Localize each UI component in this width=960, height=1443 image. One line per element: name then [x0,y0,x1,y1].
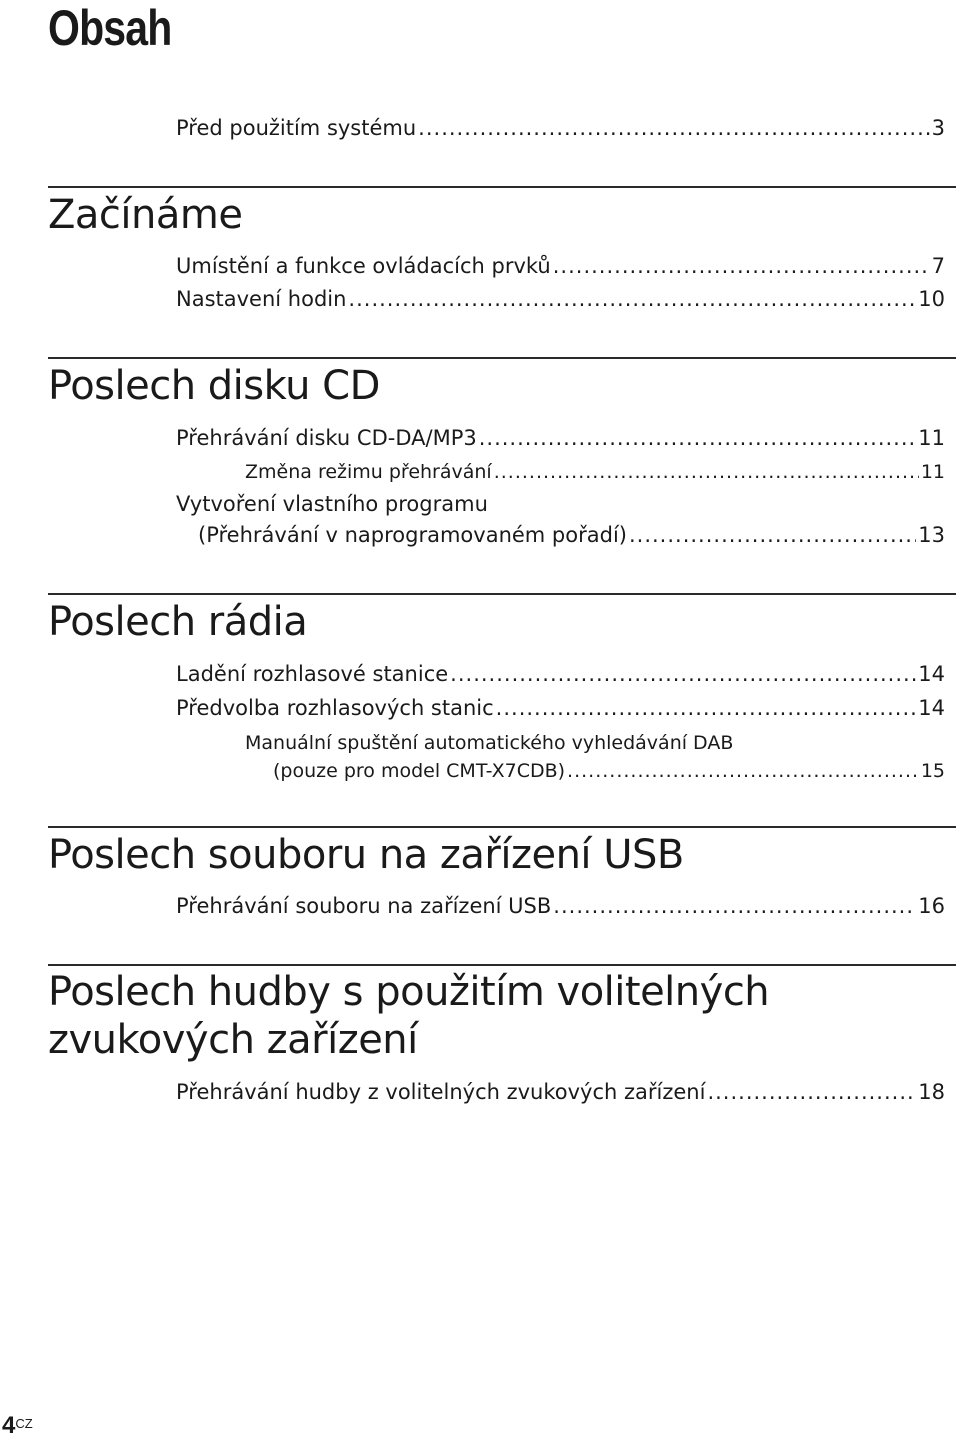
toc-entry-text[interactable]: Manuální spuštění automatického vyhledávání DAB [245,732,734,754]
section-divider [48,826,956,828]
toc-entry[interactable] [176,113,945,143]
language-code: CZ [15,1416,33,1431]
toc-page-number: 11 [920,461,945,483]
section-heading: zvukových zařízení [48,1017,418,1063]
toc-page-number: 16 [918,894,945,918]
toc-entry-text: Předvolba rozhlasových stanic [176,696,494,720]
toc-entry[interactable] [273,756,945,786]
dot-leader [707,1077,916,1107]
toc-entry[interactable] [198,520,945,550]
toc-entry[interactable] [176,1077,945,1107]
page-number: 4 [2,1412,16,1439]
toc-entry[interactable] [176,423,945,453]
section-divider [48,593,956,595]
toc-entry-text: (Přehrávání v naprogramovaném pořadí) [198,523,627,547]
toc-entry-text: Před použitím systému [176,116,417,140]
dot-leader [496,693,917,723]
toc-entry[interactable] [176,891,945,921]
toc-entry-text[interactable]: Vytvoření vlastního programu [176,492,488,516]
toc-entry-text: Umístění a funkce ovládacích prvků [176,254,551,278]
section-heading: Poslech souboru na zařízení USB [48,832,684,878]
dot-leader [629,520,916,550]
toc-page-number: 15 [920,760,945,782]
toc-entry[interactable] [176,659,945,689]
dot-leader [494,457,919,487]
page-title: Obsah [48,0,172,56]
section-heading: Poslech disku CD [48,363,380,409]
section-divider [48,964,956,966]
toc-entry-text: Změna režimu přehrávání [245,461,492,483]
toc-page-number: 14 [918,662,945,686]
toc-page-number: 14 [918,696,945,720]
toc-page-number: 10 [918,287,945,311]
section-heading: Poslech rádia [48,599,308,645]
toc-entry[interactable] [176,693,945,723]
dot-leader [418,113,929,143]
dot-leader [553,251,930,281]
section-divider [48,357,956,359]
dot-leader [450,659,916,689]
toc-entry-text: Přehrávání souboru na zařízení USB [176,894,552,918]
toc-entry-text: Přehrávání hudby z volitelných zvukových zařízení [176,1080,706,1104]
section-heading: Začínáme [48,192,243,238]
toc-entry[interactable] [176,251,945,281]
toc-page-number: 18 [918,1080,945,1104]
toc-entry-text: Ladění rozhlasové stanice [176,662,449,686]
toc-page-number: 11 [918,426,945,450]
toc-entry[interactable] [176,284,945,314]
toc-entry-text: Nastavení hodin [176,287,347,311]
section-divider [48,186,956,188]
section-heading: Poslech hudby s použitím volitelných [48,969,770,1015]
toc-page-number: 3 [931,116,945,140]
dot-leader [479,423,917,453]
page-footer [2,1412,33,1440]
dot-leader [553,891,916,921]
toc-page-number: 13 [918,523,945,547]
toc-entry-text: Přehrávání disku CD-DA/MP3 [176,426,477,450]
dot-leader [567,756,919,786]
toc-entry-text: (pouze pro model CMT-X7CDB) [273,760,566,782]
dot-leader [348,284,916,314]
toc-page-number: 7 [931,254,945,278]
toc-entry[interactable] [245,457,945,487]
